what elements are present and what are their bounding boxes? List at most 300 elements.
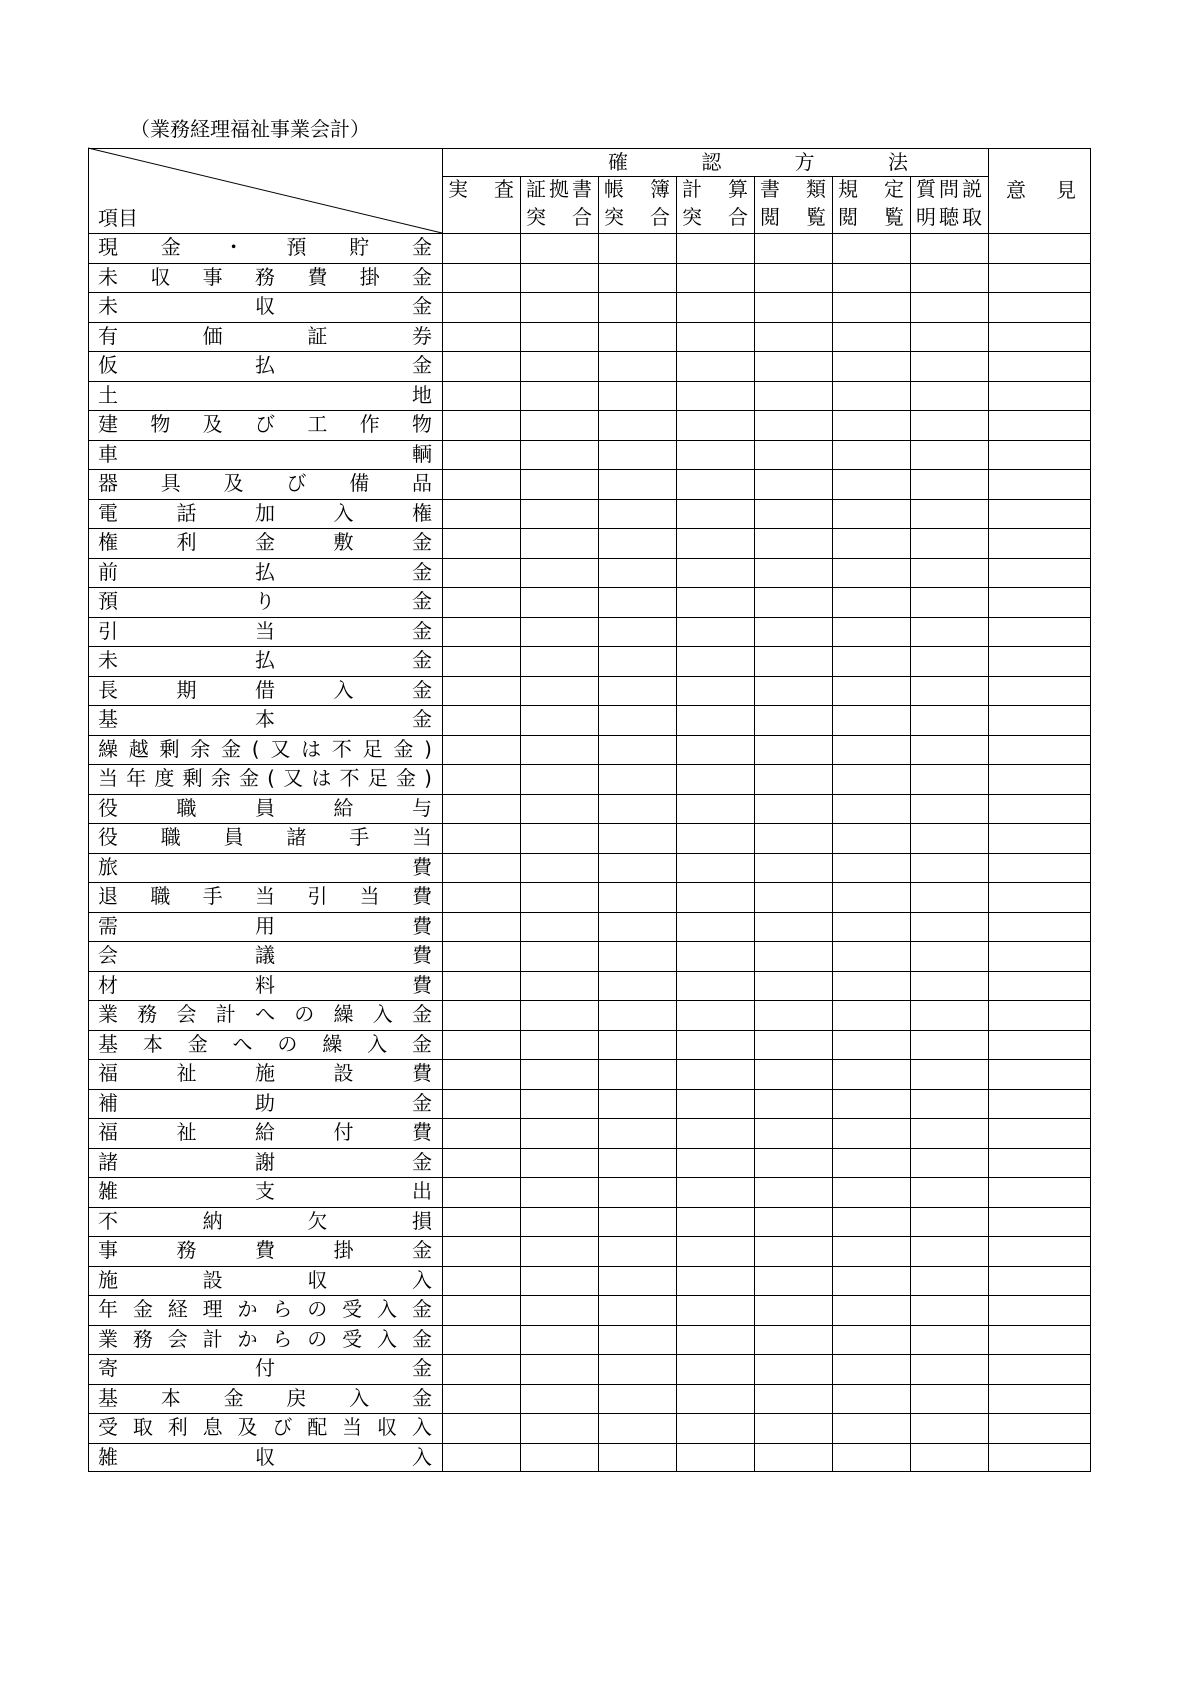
item-label-char: 物 [411,412,432,436]
item-label-char: 損 [411,1208,432,1233]
item-label-char: ) [424,766,432,790]
method-header-char: 書 [760,177,780,201]
item-label-char: 金 [412,1238,432,1262]
item-label-char: 不 [339,766,360,790]
item-label-char: 入 [333,500,354,525]
item-label-char: 施 [255,1061,275,1085]
item-label-char: 材 [98,972,118,997]
item-label-char: 剰 [159,736,180,761]
item-label-char: 当 [254,884,275,908]
item-label-char: 費 [412,913,432,938]
item-label-char: 金 [411,235,432,259]
item-label-char: 務 [137,1002,158,1026]
method-title-char: 法 [887,150,908,174]
item-label-char: 年 [98,1297,118,1321]
item-label-char: 取 [132,1415,153,1439]
item-label-char: 議 [255,943,275,967]
item-label-char: 息 [202,1415,223,1439]
method-header-char: 拠 [549,177,569,201]
item-label-char: 金 [411,1385,432,1410]
method-header-char: 帳 [604,177,624,201]
item-label-char: ( [267,766,275,790]
row-divider [88,794,1091,795]
item-label-char: 務 [132,1326,153,1351]
item-label-char: 役 [98,795,118,820]
item-label-char: 未 [98,648,118,672]
item-label-char: 手 [202,884,223,908]
item-label-char: 金 [411,1326,432,1351]
item-label-char: 員 [223,825,244,849]
item-label-char: へ [232,1031,253,1056]
item-label-char: 補 [98,1090,118,1115]
confirmation-table [88,148,1091,1472]
item-label-char: 入 [377,1326,397,1351]
row-divider [88,1384,1091,1385]
item-label-char: ( [251,736,260,761]
row-divider [88,735,1091,736]
item-label-char: 度 [154,766,175,790]
item-label-char: 当 [98,766,118,790]
row-divider [88,1354,1091,1355]
row-divider [88,440,1091,441]
item-label-char: 納 [202,1208,223,1233]
item-label-char: 金 [412,1090,432,1115]
item-label-char: 入 [367,1031,388,1056]
method-header-char: 覧 [884,205,904,229]
item-label-char: 収 [150,264,171,289]
item-label-char: 収 [307,1267,328,1292]
method-header-char: 合 [728,205,748,229]
method-header-char: 閲 [838,205,858,229]
item-label-char: 土 [98,382,118,407]
sheet-caption: （業務経理福祉事業会計） [130,117,370,141]
item-label-char: 入 [411,1415,432,1439]
item-label-char: 具 [160,471,181,495]
item-label-char: 権 [412,500,432,525]
item-label-char: 有 [98,323,118,348]
item-label-char: 金 [411,1297,432,1321]
item-label-char: 退 [98,884,118,908]
header-bottom-line [88,233,1091,234]
item-label-char: 金 [221,736,241,761]
item-label-char: 員 [255,795,275,820]
item-label-char: 職 [160,825,181,849]
item-label-char: 仮 [98,353,118,377]
method-header-char: 類 [806,177,826,201]
item-label-char: 金 [393,736,414,761]
opinion-column-divider [988,148,989,1472]
row-divider [88,705,1091,706]
item-label-char: 入 [411,1267,432,1292]
item-label-char: 設 [202,1267,223,1292]
row-divider [88,941,1091,942]
item-label-char: 務 [176,1238,197,1262]
item-label-char: 引 [307,884,328,908]
item-label-char: 会 [176,1002,197,1026]
item-label-char: 剰 [182,766,203,790]
item-label-char: 役 [98,825,118,849]
item-label-char: 会 [98,943,118,967]
item-label-char: 金 [238,766,259,790]
item-label-char: 給 [255,1120,275,1144]
item-label-char: 敷 [333,530,354,554]
row-divider [88,499,1091,500]
item-label-char: へ [255,1002,275,1026]
item-label-char: 謝 [255,1149,275,1174]
method-header-char: 突 [604,205,624,229]
row-divider [88,617,1091,618]
item-label-char: 掛 [333,1238,354,1262]
item-label-char: 費 [412,972,432,997]
row-divider [88,882,1091,883]
item-label-char: 地 [412,382,432,407]
row-divider [88,1413,1091,1414]
item-label-char: 繰 [98,736,118,761]
item-label-char: 基 [98,1385,118,1410]
item-label-char: 業 [98,1002,118,1026]
item-label-char: 余 [190,736,211,761]
item-label-char: 払 [255,353,275,377]
row-divider [88,1089,1091,1090]
item-label-char: 本 [255,707,275,731]
item-label-char: 物 [150,412,171,436]
header-title-divider [442,176,988,177]
item-label-char: 与 [412,795,432,820]
header-item-label: 項目 [98,206,138,230]
method-header-char: 計 [682,177,702,201]
method-column-divider [832,176,833,1472]
item-label-char: 入 [372,1002,393,1026]
item-label-char: 入 [377,1297,397,1321]
item-label-char: 諸 [286,825,307,849]
item-label-char: 用 [255,913,275,938]
item-label-char: 金 [412,353,432,377]
item-label-char: 欠 [307,1208,328,1233]
item-label-char: 諸 [98,1149,118,1174]
item-label-char: 券 [411,323,432,348]
item-label-char: の [294,1002,315,1026]
row-divider [88,351,1091,352]
item-label-char: は [311,766,332,790]
row-divider [88,1030,1091,1031]
item-label-char: 未 [98,264,118,289]
item-label-char: 金 [412,677,432,702]
item-label-char: 需 [98,913,118,938]
item-label-char: 期 [176,677,197,702]
item-label-char: 利 [176,530,197,554]
row-divider [88,1325,1091,1326]
method-title-char: 認 [701,150,722,174]
item-label-char: 経 [167,1297,188,1321]
method-column-divider [598,176,599,1472]
item-label-char: 費 [411,884,432,908]
item-label-char: 足 [367,766,388,790]
item-label-char: か [237,1326,258,1351]
item-label-char: 付 [255,1356,275,1380]
item-label-char: 不 [331,736,352,761]
row-divider [88,853,1091,854]
method-header-char: 覧 [806,205,826,229]
row-divider [88,1266,1091,1267]
item-label-char: 建 [98,412,118,436]
item-label-char: 理 [202,1297,223,1321]
method-header-char: 明 [916,205,936,229]
row-divider [88,1295,1091,1296]
row-divider [88,676,1091,677]
item-label-char: 及 [237,1415,258,1439]
method-header-char: 説 [962,177,982,201]
item-label-char: 長 [98,677,118,702]
item-label-char: 越 [128,736,149,761]
row-divider [88,764,1091,765]
item-label-char: 寄 [98,1356,118,1380]
item-label-char: 不 [98,1208,118,1233]
method-header-char: 質 [916,177,936,201]
method-header-char: 実 [448,177,468,201]
method-header-char: 取 [962,205,982,229]
method-header-char: 突 [682,205,702,229]
method-header-char: 規 [838,177,858,201]
item-label-char: 費 [412,943,432,967]
item-label-char: の [307,1297,328,1321]
row-divider [88,823,1091,824]
item-label-char: び [272,1415,293,1439]
method-header-char: 書 [572,177,592,201]
item-label-char: 金 [412,559,432,584]
item-label-char: 当 [255,618,275,643]
method-header-char: 問 [939,177,959,201]
item-label-char: 及 [202,412,223,436]
item-label-char: 費 [412,854,432,879]
item-label-char: 支 [255,1179,275,1203]
item-label-char: 金 [412,618,432,643]
item-label-char: 掛 [359,264,380,289]
item-label-char: 金 [412,648,432,672]
item-label-char: 基 [98,1031,118,1056]
method-column-divider [676,176,677,1472]
row-divider [88,1148,1091,1149]
item-label-char: 本 [142,1031,163,1056]
method-header-char: 算 [728,177,748,201]
row-divider [88,292,1091,293]
item-label-char: 金 [412,1149,432,1174]
item-label-char: 設 [333,1061,354,1085]
item-label-char: 費 [412,1120,432,1144]
item-label-char: 金 [160,235,181,259]
row-divider [88,1118,1091,1119]
row-divider [88,587,1091,588]
item-label-char: 業 [98,1326,118,1351]
item-label-char: 現 [98,235,118,259]
row-divider [88,558,1091,559]
row-divider [88,1236,1091,1237]
method-header-char: 査 [494,177,514,201]
row-divider [88,1443,1091,1444]
item-label-char: 利 [167,1415,188,1439]
item-label-char: の [307,1326,328,1351]
method-title-char: 確 [608,150,628,174]
item-label-char: 金 [412,707,432,731]
item-label-char: 繰 [322,1031,343,1056]
item-label-char: 借 [255,677,275,702]
item-label-char: 金 [395,766,416,790]
method-title-char: 方 [794,150,815,174]
method-column-divider [754,176,755,1472]
item-label-char: 付 [333,1120,354,1144]
item-label-char: 入 [349,1385,370,1410]
row-divider [88,1000,1091,1001]
row-divider [88,1177,1091,1178]
item-label-char: ら [272,1326,293,1351]
item-label-char: 計 [202,1326,223,1351]
item-label-char: 金 [411,1031,432,1056]
item-label-char: 祉 [176,1120,197,1144]
item-label-char: 計 [215,1002,236,1026]
item-label-char: 工 [307,412,328,436]
item-label-char: 祉 [176,1061,197,1085]
row-divider [88,1207,1091,1208]
item-label-char: 職 [150,884,171,908]
item-label-char: 又 [283,766,304,790]
item-label-char: 貯 [349,235,370,259]
item-label-char: 輌 [412,441,432,466]
item-label-char: ) [424,736,432,761]
item-label-char: か [237,1297,258,1321]
item-label-char: 受 [98,1415,118,1439]
item-label-char: 未 [98,294,118,318]
table-frame [88,148,1091,1472]
item-label-char: 金 [223,1385,244,1410]
row-divider [88,1059,1091,1060]
item-label-char: 証 [307,323,328,348]
item-label-char: 余 [210,766,231,790]
item-column-divider [442,148,443,1472]
opinion-label-char: 意 [1006,178,1026,202]
item-label-char: 金 [412,1356,432,1380]
item-label-char: 旅 [98,854,118,879]
method-column-divider [520,176,521,1472]
item-label-char: 及 [223,471,244,495]
method-header-char: 合 [650,205,670,229]
item-label-char: 給 [333,795,354,820]
row-divider [88,646,1091,647]
item-label-char: 備 [349,471,370,495]
item-label-char: 収 [255,294,275,318]
item-label-char: 受 [342,1297,363,1321]
item-label-char: 金 [411,264,432,289]
item-label-char: 金 [412,530,432,554]
item-label-char: 前 [98,559,118,584]
item-label-char: 当 [342,1415,363,1439]
item-label-char: 福 [98,1120,118,1144]
item-label-char: 雑 [98,1179,118,1203]
item-label-char: 事 [98,1238,118,1262]
row-divider [88,469,1091,470]
item-label-char: 料 [255,972,275,997]
row-divider [88,322,1091,323]
item-label-char: 引 [98,618,118,643]
item-label-char: 施 [98,1267,118,1292]
item-label-char: 本 [160,1385,181,1410]
item-label-char: 費 [307,264,328,289]
row-divider [88,381,1091,382]
item-label-char: 当 [411,825,432,849]
item-label-char: 預 [98,589,118,613]
item-label-char: 払 [255,559,275,584]
item-label-char: 又 [270,736,291,761]
item-label-char: 電 [98,500,118,525]
item-label-char: 事 [202,264,223,289]
item-label-char: 収 [377,1415,397,1439]
item-label-char: 費 [255,1238,275,1262]
item-label-char: 金 [412,1002,432,1026]
item-label-char: 費 [412,1061,432,1085]
row-divider [88,971,1091,972]
item-label-char: 払 [255,648,275,672]
method-header-char: 突 [526,205,546,229]
item-label-char: 器 [98,471,118,495]
method-header-char: 定 [884,177,904,201]
item-label-char: 務 [254,264,275,289]
item-label-char: 品 [411,471,432,495]
item-label-char: 金 [255,530,275,554]
item-label-char: 入 [333,677,354,702]
item-label-char: の [277,1031,298,1056]
item-label-char: 当 [359,884,380,908]
opinion-label-char: 見 [1056,178,1076,202]
item-label-char: 繰 [333,1002,354,1026]
item-label-char: 出 [412,1179,432,1203]
item-label-char: 収 [255,1444,275,1469]
method-header-char: 簿 [650,177,670,201]
item-label-char: 基 [98,707,118,731]
item-label-char: は [301,736,322,761]
item-label-char: 足 [362,736,383,761]
item-label-char: り [255,589,275,613]
item-label-char: 車 [98,441,118,466]
row-divider [88,528,1091,529]
item-label-char: 手 [349,825,370,849]
item-label-char: ・ [223,235,244,259]
item-label-char: 受 [342,1326,363,1351]
row-divider [88,912,1091,913]
method-header-char: 合 [572,205,592,229]
item-label-char: 職 [176,795,197,820]
item-label-char: 権 [98,530,118,554]
method-header-char: 聴 [939,205,959,229]
item-label-char: 金 [412,294,432,318]
item-label-char: 金 [187,1031,208,1056]
item-label-char: 会 [167,1326,188,1351]
item-label-char: 入 [412,1444,432,1469]
method-header-char: 証 [526,177,546,201]
item-label-char: 福 [98,1061,118,1085]
item-label-char: び [254,412,275,436]
method-header-char: 閲 [760,205,780,229]
item-label-char: 加 [255,500,275,525]
row-divider [88,263,1091,264]
item-label-char: 預 [286,235,307,259]
item-label-char: 助 [255,1090,275,1115]
item-label-char: 価 [202,323,223,348]
item-label-char: び [286,471,307,495]
item-label-char: ら [272,1297,293,1321]
row-divider [88,410,1091,411]
item-label-char: 年 [126,766,147,790]
item-label-char: 配 [307,1415,328,1439]
method-column-divider [910,176,911,1472]
item-label-char: 作 [359,412,380,436]
